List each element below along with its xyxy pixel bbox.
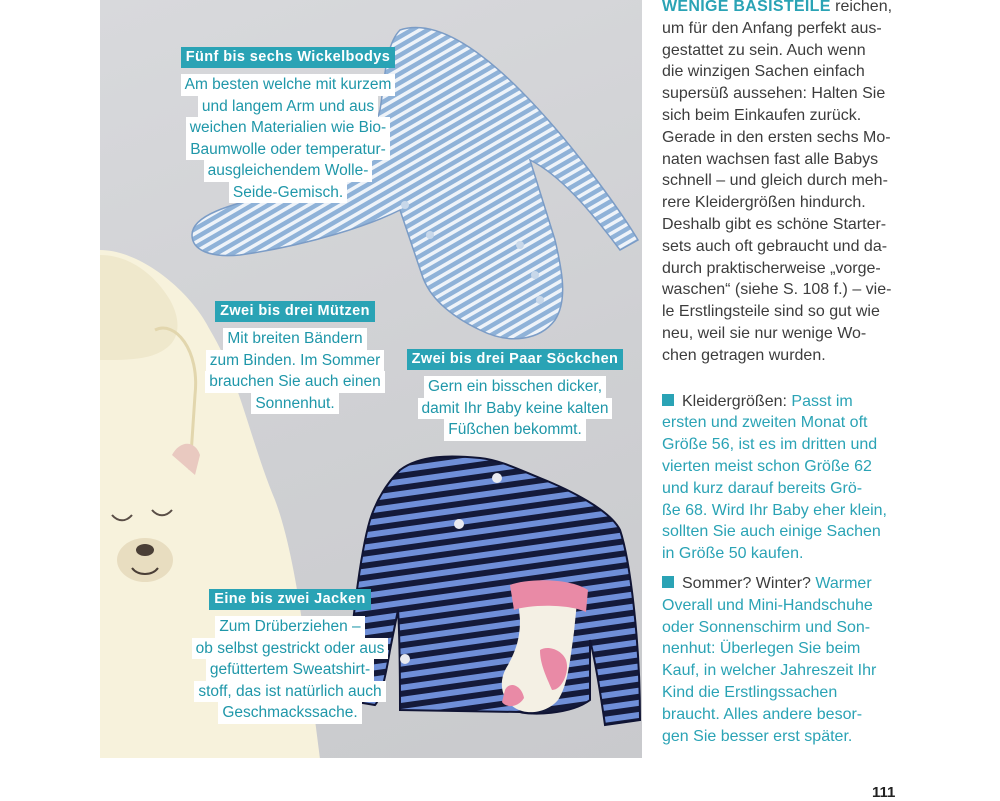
label-wickelbodys [173, 47, 403, 203]
tip-line: Kind die Erstlingssachen [662, 683, 838, 701]
tip-line: Overall und Mini-Handschuhe [662, 596, 873, 614]
intro-line: Gerade in den ersten sechs Mo- [662, 128, 891, 146]
tip-line: braucht. Alles andere besor- [662, 705, 863, 723]
intro-line: neu, weil sie nur wenige Wo- [662, 324, 867, 342]
tip-line: vierten meist schon Größe 62 [662, 457, 872, 475]
intro-line: chen getragen wurden. [662, 346, 826, 364]
label-line: gefüttertem Sweatshirt- [206, 659, 374, 681]
label-line: Mit breiten Bändern [223, 328, 366, 350]
label-line: ausgleichendem Wolle- [204, 160, 373, 182]
intro-line: waschen“ (siehe S. 108 f.) – vie- [662, 281, 892, 299]
label-text [173, 74, 403, 203]
tip-line: sollten Sie auch einige Sachen [662, 523, 881, 541]
tip-heading: Sommer? Winter? [682, 574, 811, 592]
label-line: stoff, das ist natürlich auch [194, 681, 385, 703]
label-line: brauchen Sie auch einen [205, 371, 385, 393]
tip-line: ße 68. Wird Ihr Baby eher klein, [662, 501, 887, 519]
intro-line: um für den Anfang perfekt aus- [662, 19, 882, 37]
label-line: und langem Arm und aus [198, 96, 378, 118]
tip-line: Kauf, in welcher Jahreszeit Ihr [662, 662, 877, 680]
label-heading: Zwei bis drei Mützen [215, 301, 375, 322]
label-line: zum Binden. Im Sommer [206, 350, 385, 372]
intro-line: durch praktischerweise „vorge- [662, 259, 881, 277]
tip-sommer-winter [662, 573, 912, 747]
label-line: Zum Drüberziehen – [215, 616, 364, 638]
tip-first-line [662, 573, 912, 595]
tip-kleidergroessen [662, 391, 912, 565]
intro-first-rest: reichen, [830, 0, 893, 15]
intro-line: naten wachsen fast alle Babys [662, 150, 879, 168]
label-line: Gern ein bisschen dicker, [424, 376, 606, 398]
intro-line: supersüß aussehen: Halten Sie [662, 85, 886, 103]
intro-line: Deshalb gibt es schöne Starter- [662, 215, 887, 233]
intro-line: schnell – und gleich durch meh- [662, 172, 888, 190]
intro-paragraph [662, 0, 912, 367]
page-number: 111 [872, 784, 896, 801]
intro-line: rere Kleidergrößen hindurch. [662, 194, 866, 212]
intro-line: sich beim Einkaufen zurück. [662, 106, 862, 124]
tip-line: Größe 56, ist es im dritten und [662, 436, 878, 454]
label-heading: Eine bis zwei Jacken [209, 589, 370, 610]
tip-line: ersten und zweiten Monat oft [662, 414, 868, 432]
tip-line: nenhut: Überlegen Sie beim [662, 640, 861, 658]
label-heading: Zwei bis drei Paar Söckchen [407, 349, 624, 370]
label-line: damit Ihr Baby keine kalten [418, 398, 613, 420]
tip-line: gen Sie besser erst später. [662, 727, 853, 745]
label-text [195, 328, 395, 414]
intro-lead: WENIGE BASISTEILE [662, 0, 831, 15]
label-line: Baumwolle oder temperatur- [186, 139, 390, 161]
tip-heading: Kleidergrößen: [682, 392, 787, 410]
label-line: ob selbst gestrickt oder aus [192, 638, 389, 660]
label-line: Geschmackssache. [218, 702, 361, 724]
text-column [662, 0, 912, 747]
label-heading: Fünf bis sechs Wickelbodys [181, 47, 395, 68]
intro-line: gestattet zu sein. Auch wenn [662, 41, 866, 59]
label-line: Am besten welche mit kurzem [181, 74, 396, 96]
intro-line: le Erstlingsteile sind so gut wie [662, 303, 880, 321]
label-soeckchen [405, 349, 625, 441]
label-line: Sonnenhut. [251, 393, 338, 415]
intro-line: sets auch oft gebraucht und da- [662, 237, 888, 255]
tip-line: und kurz darauf bereits Grö- [662, 479, 863, 497]
intro-line: die winzigen Sachen einfach [662, 63, 865, 81]
label-line: weichen Materialien wie Bio- [186, 117, 390, 139]
bullet-square-icon [662, 394, 674, 406]
tip-first-rest: Passt im [786, 392, 853, 410]
label-muetzen [195, 301, 395, 414]
tip-line: oder Sonnenschirm und Son- [662, 618, 871, 636]
label-jacken [180, 589, 400, 724]
tip-line: in Größe 50 kaufen. [662, 545, 804, 563]
intro-first-line [662, 0, 912, 18]
bullet-square-icon [662, 576, 674, 588]
label-line: Seide-Gemisch. [229, 182, 347, 204]
label-line: Füßchen bekommt. [444, 419, 586, 441]
label-text [180, 616, 400, 724]
label-text [405, 376, 625, 441]
tip-first-rest: Warmer [810, 574, 872, 592]
tip-first-line [662, 391, 912, 413]
product-photo [100, 0, 642, 758]
